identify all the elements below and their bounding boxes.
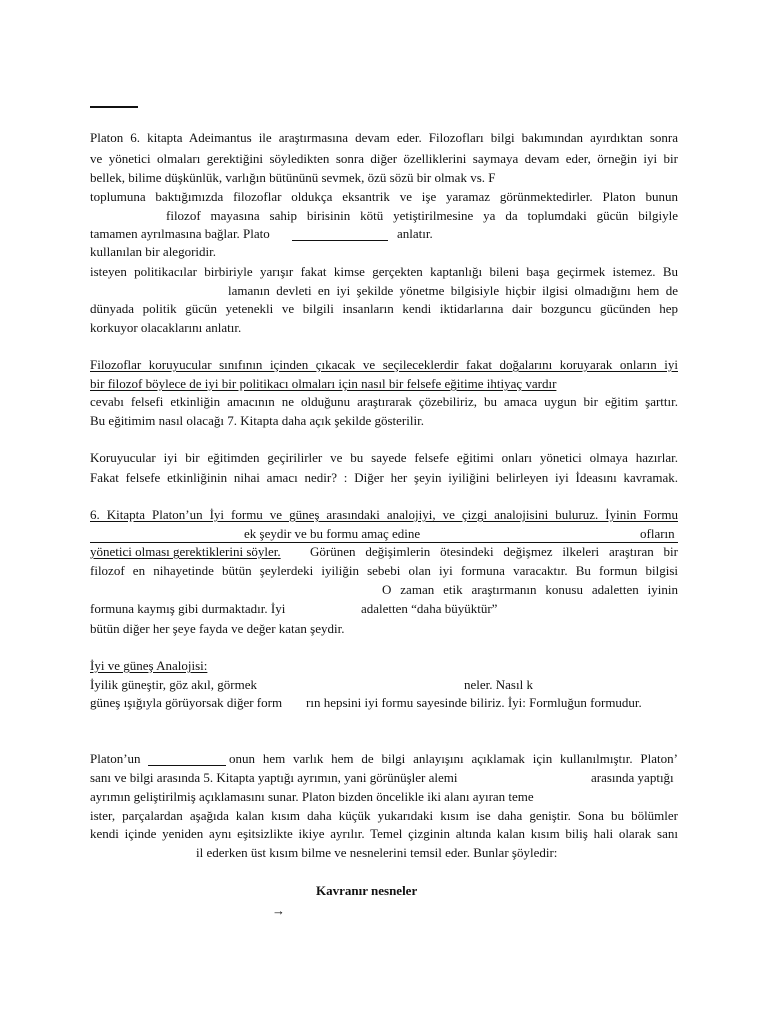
text-line: Fakat felsefe etkinliğinin nihai amacı nedir? : Diğer her şeyin iyiliğini belirleyen iyi İdeasını kavramak. (90, 470, 678, 485)
text-line: Koruyucular iyi bir eğitimden geçirilirler ve bu sayede felsefe eğitimi onları yönetici olmaya hazırlar. (90, 450, 678, 465)
text-line: Platon 6. kitapta Adeimantus ile araştırmasına devam eder. Filozofları bilgi bakımından ayırdıktan sonra (90, 130, 678, 145)
section-heading: İyi ve güneş Analojisi: (90, 658, 208, 673)
text-line: toplumuna baktığımızda filozoflar oldukça eksantrik ve işe yaramaz görünmektedirler. Platon bunun (90, 189, 678, 204)
text-line: adaletten “daha büyüktür” (361, 601, 498, 616)
text-line: Platon’un (90, 751, 141, 766)
heading-rule (90, 106, 138, 108)
text-line: ister, parçalardan aşağıda kalan kısım daha küçük yukarıdaki kısım ise daha geniştir. Sona bu bölümler (90, 808, 678, 823)
text-line: ofların (640, 526, 675, 541)
text-line: ayrımın geliştirilmiş açıklamasını sunar. Platon bizden öncelikle iki alanı ayıran teme (90, 789, 534, 804)
text-line: İyilik güneştir, göz akıl, görmek (90, 677, 258, 692)
text-line: cevabı felsefi etkinliğin amacının ne olduğunu araştırarak çözebiliriz, bu amaca uygun bir eğitim şarttır. (90, 394, 678, 409)
text-line: tamamen ayrılmasına bağlar. Plato (90, 226, 270, 241)
section-title: Kavranır nesneler (316, 883, 418, 898)
text-line: neler. Nasıl k (464, 677, 533, 692)
text-line: il ederken üst kısım bilme ve nesnelerini temsil eder. Bunlar şöyledir: (196, 845, 558, 860)
underlined-line: yönetici olması gerektiklerini söyler. (90, 544, 281, 559)
blank-line (292, 239, 388, 241)
text-line: anlatır. (397, 226, 433, 241)
text-line: Görünen değişimlerin ötesindeki değişmez ilkeleri araştıran bir (310, 544, 678, 559)
text-line: formuna kaymış gibi durmaktadır. İyi (90, 601, 286, 616)
text-line: korkuyor olacaklarını anlatır. (90, 320, 242, 335)
text-line: ek şeydir ve bu formu amaç edine (244, 526, 421, 541)
text-line: ve yönetici olmaları gerektiğini söyledikten sonra diğer özelliklerini saymaya devam eder, örneğin iyi bir (90, 151, 678, 166)
text-line: Bu eğitimim nasıl olacağı 7. Kitapta daha açık şekilde gösterilir. (90, 413, 424, 428)
underlined-line: bir filozof böylece de iyi bir politikacı olmaları için nasıl bir felsefe eğitime ihtiyaç vardır (90, 376, 557, 391)
text-line: bütün diğer her şeye fayda ve değer katan şeydir. (90, 621, 345, 636)
blank-line (148, 764, 226, 766)
text-line: onun hem varlık hem de bilgi anlayışını açıklamak için kullanılmıştır. Platon’ (229, 751, 678, 766)
text-line: sanı ve bilgi arasında 5. Kitapta yaptığı ayrımın, yani görünüşler alemi (90, 770, 458, 785)
text-line: O zaman etik araştırmanın konusu adaletten iyinin (382, 582, 678, 597)
underlined-line: 6. Kitapta Platon’un İyi formu ve güneş arasındaki analojiyi, ve çizgi analojisini buluruz. İyinin Formu (90, 507, 678, 522)
text-line: filozof mayasına sahip birisinin kötü yetiştirilmesine ya da toplumdaki gücün bilgiyle (166, 208, 678, 223)
text-line: güneş ışığıyla görüyorsak diğer form (90, 695, 283, 710)
text-line: kullanılan bir alegoridir. (90, 244, 216, 259)
text-line: lamanın devleti en iyi şekilde yönetme bilgisiyle hiçbir ilgisi olmadığını hem de (228, 283, 678, 298)
underlined-line: Filozoflar koruyucular sınıfının içinden çıkacak ve seçileceklerdir fakat doğalarını koruyarak onların iyi (90, 357, 678, 372)
text-line: bellek, bilime düşkünlük, varlığın bütününü sevmek, özü sözü bir olmak vs. F (90, 170, 496, 185)
text-line: filozof en nihayetinde bütün şeylerdeki iyiliğin sebebi olan iyi formuna varacaktır. Bu formun bilgisi (90, 563, 678, 578)
text-line: isteyen politikacılar birbiriyle yarışır fakat kimse gerçekten kaptanlığı bileni başa geçirmek istemez. Bu (90, 264, 678, 279)
text-line: kendi içinde yeniden aynı eşitsizlikte ikiye ayrılır. Temel çizginin altında kalan kısım biliş hali olarak sanı (90, 826, 678, 841)
text-line: dünyada politik gücün yetenekli ve bilgili insanların kendi iktidarlarına dair bozguncu gücünden hep (90, 301, 678, 316)
text-line: arasında yaptığı (591, 770, 674, 785)
arrow-icon: → (272, 903, 285, 918)
text-line: rın hepsini iyi formu sayesinde biliriz. İyi: Formluğun formudur. (306, 695, 642, 710)
